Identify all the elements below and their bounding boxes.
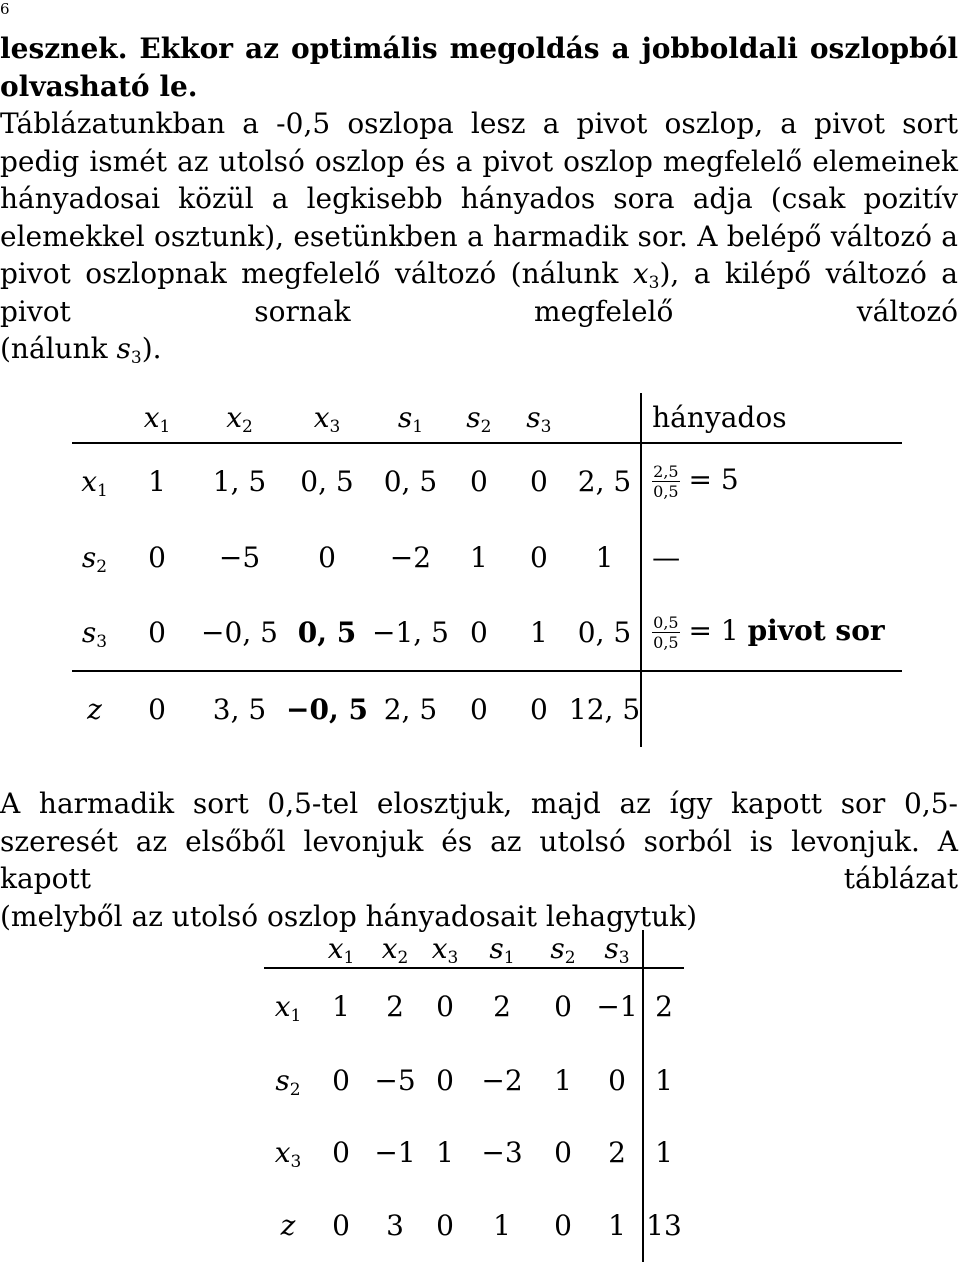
table-cell: 0 [529,540,548,574]
header-cell: $s_3$ [592,930,643,968]
rhs-cell: 0, 5 [569,595,641,671]
table-cell: 1 [554,1063,572,1097]
table-cell: 0 [529,693,548,726]
table-cell: 1, 5 [212,465,267,498]
table-cell: −0, 5 [197,595,282,671]
table-cell: 2 [493,990,511,1023]
table-cell: 2 [386,990,404,1023]
row-label: $x_1$ [274,990,302,1026]
table-cell: 3 [386,1208,404,1242]
table-cell: −5 [218,540,261,574]
rhs-cell: 1 [569,519,641,595]
p1-line-3: közül a legkisebb hányados sora adja (csak pozitív elemekkel osztunk), [0,182,958,253]
ratio-cell: $\frac{0,5}{0,5}$ = 1 pivot sor [641,595,902,671]
table-row [72,519,902,595]
p2-line-3: (melyből az utolsó oszlop hányadosait lehagytuk) [0,899,698,933]
table-cell: 1 [493,1208,511,1242]
table-cell: 1 [592,1188,643,1262]
table-cell [264,930,312,968]
table-cell: −1, 5 [372,595,449,671]
header-cell: $x_1$ [312,930,370,968]
header-cell: $s_1$ [470,930,534,968]
table-row [264,1188,684,1262]
ratio-cell: $\frac{2,5}{0,5}$ = 5 [653,462,739,501]
header-cell: $x_3$ [282,393,372,443]
p1-line-6: (nálunk $s_3$). [0,332,162,368]
paragraph-2 [0,785,958,935]
header-cell: $s_2$ [449,393,509,443]
table-cell: 0 [554,1208,572,1242]
rhs-cell: 2, 5 [569,443,641,519]
p1-line-4: esetünkben a harmadik sor. A belépő változó a pivot oszlopnak megfelelő [0,219,958,290]
table-cell: 0, 5 [300,465,354,498]
table-cell: 2 [592,1116,643,1188]
table-cell: 1 [148,465,166,498]
table-cell: 0 [436,1208,454,1242]
rhs-cell: 2 [655,990,673,1023]
intro-paragraph [0,30,958,105]
header-cell: $x_2$ [370,930,420,968]
paragraph-1 [0,105,958,368]
header-cell: $x_1$ [117,393,197,443]
p2-line-2: az elsőből levonjuk és az utolsó sorból is levonjuk. A kapott táblázat [0,824,958,895]
table-row [264,1044,684,1116]
row-label: $s_2$ [81,540,108,577]
table-cell: 0 [469,693,488,726]
pivot-element: 0, 5 [282,595,372,671]
header-cell: $x_2$ [197,393,282,443]
row-label: z [280,1208,296,1242]
table-cell [569,393,641,443]
table-cell [72,393,117,443]
rhs-cell: 13 [646,1208,682,1242]
intro-line-1: lesznek. Ekkor az optimális megoldás a jobboldali oszlopból [0,32,958,65]
table-cell: 0 [148,693,166,726]
table-cell: 0 [436,1063,454,1097]
header-cell: $x_3$ [420,930,470,968]
table-cell: 0 [592,1044,643,1116]
table-cell: 1 [469,540,488,574]
intro-line-2: olvasható le. [0,69,198,103]
rhs-cell: 1 [655,1135,673,1169]
table-row [264,1116,684,1188]
table-cell: 1 [436,1135,454,1169]
table-cell: 0 [554,1135,572,1169]
rhs-cell: 1 [655,1063,673,1097]
table-row [264,968,684,1044]
p1-line-2: ismét az utolsó oszlop és a pivot oszlop megfelelő elemeinek hányadosai [0,144,958,215]
table2-header-row [264,930,684,968]
ratio-fraction: $\frac{2,5}{0,5}$ [653,462,679,501]
pivot-row-label: pivot sor [747,614,885,647]
table-cell: −2 [389,540,432,574]
simplex-table-1 [72,393,902,747]
ratio-header: hányados [641,393,902,443]
table-cell: 0 [332,1208,350,1242]
table1-header-row [72,393,902,443]
table-cell: 0 [529,465,548,498]
table-cell: 0 [554,990,572,1023]
table-cell: −1 [592,968,643,1044]
table-cell: 0 [332,1135,350,1169]
p1-line-5: változó (nálunk $x_3$), a kilépő változó a pivot sornak megfelelő változó [0,257,959,328]
table-cell: 0 [117,595,197,671]
p1-line-1: Táblázatunkban a -0,5 oszlopa lesz a pivot oszlop, a pivot sort pedig [0,107,958,178]
p2-line-1: A harmadik sort 0,5-tel elosztjuk, majd az így kapott sor 0,5-szeresét [0,787,958,858]
header-cell: $s_2$ [534,930,592,968]
table-cell [643,930,684,968]
header-cell: $s_1$ [372,393,449,443]
table-row [72,671,902,747]
table-cell: −3 [481,1135,523,1169]
table-cell: 1 [332,990,350,1023]
table-cell: 0 [449,595,509,671]
rhs-cell: 12, 5 [569,671,641,747]
header-cell: $s_3$ [509,393,569,443]
row-label: $x_1$ [81,465,108,501]
table-cell: 0 [436,990,454,1023]
ratio-fraction: $\frac{0,5}{0,5}$ [653,613,679,652]
table-cell: 0 [469,465,488,498]
table-cell: 1 [509,595,569,671]
row-label: $s_3$ [72,595,117,671]
row-label: z [87,693,102,726]
table-row [72,443,902,519]
row-label: $x_3$ [274,1135,302,1172]
table-cell: 0 [318,540,336,574]
table-cell: −1 [374,1135,416,1169]
table-cell: 0 [148,540,166,574]
table-cell: 0, 5 [383,465,438,498]
page-number: 6 [0,0,10,18]
table-cell: 3, 5 [212,693,267,726]
table-cell: −2 [481,1063,523,1097]
simplex-table-2 [264,930,684,1262]
table-cell: −5 [374,1063,416,1097]
table-cell [641,671,902,747]
table-cell: 0 [332,1063,350,1097]
table-cell: −0, 5 [286,693,368,726]
row-label: $s_2$ [275,1063,301,1100]
table-row [72,595,902,671]
ratio-cell: — [652,540,681,574]
table-cell: 2, 5 [383,693,438,726]
